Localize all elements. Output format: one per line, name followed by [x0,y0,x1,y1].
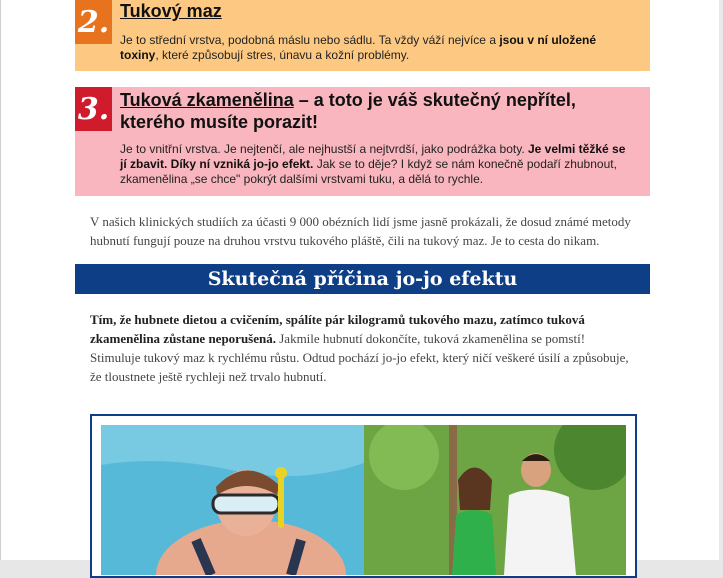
box-title-link[interactable]: Tuková zkamenělina [120,90,294,110]
clinical-study-paragraph: V našich klinických studiích za účasti 9 000 obézních lidí jsme jasně prokázali, že dosud známé metody hubnutí fungují pouze na druhou vrstvu tukového pláště, čili na tukový maz. Je to cesta do nikam. [90,214,631,248]
fat-layer-box-2 [75,0,650,71]
after-photo [364,425,626,575]
section-banner [75,264,650,294]
box-title[interactable] [120,0,630,22]
before-photo [101,425,364,575]
section-title: Skutečná příčina jo-jo efektu [207,268,518,290]
box-title-link[interactable]: Tukový maz [120,1,222,21]
paragraph-text: Jakmile hubnutí dokončíte, tuková zkamenělina se pomstí! Stimuluje tukový maz k rychlému růstu. Odtud pochází jo-jo efekt, který ničí veškeré úsilí a způsobuje, že tloustnete ještě rychleji než trvalo hubnutí. [90,331,629,384]
photo-frame [90,414,637,578]
box-body-text: Jak se to děje? I když se nám konečně podaří zhubnout, zkamenělina „se chce" pokrýt dalšími vrstvami tuku, a dělá to rychle. [120,157,617,186]
box-body-text: Je to střední vrstva, podobná máslu nebo sádlu. Ta vždy váží nejvíce a [120,33,500,47]
paragraph-bold: Tím, že hubnete dietou a cvičením, spálíte pár kilogramů tukového mazu, zatímco tuková zkamenělina zůstane neporušená. [90,312,585,346]
step-number-badge: 2. [75,0,112,44]
box-title [120,89,630,133]
box-title-rest: – a toto je váš skutečný nepřítel, kterého musíte porazit! [120,90,576,132]
box-body [120,33,630,63]
box-body-text: Je to vnitřní vrstva. Je nejtenčí, ale nejhustší a nejtvrdší, jako podrážka boty. [120,142,528,156]
box-body-bold: Je velmi těžké se jí zbavit. Díky ní vzniká jo-jo efekt. [120,142,626,171]
snorkel-woman-illustration [101,425,364,575]
box-body-bold: jsou v ní uložené toxiny [120,33,597,62]
yo-yo-effect-paragraph [90,310,638,386]
box-body-text: , které způsobují stres, únavu a kožní problémy. [155,48,410,62]
couple-illustration [364,425,626,575]
scrollbar-gutter [719,0,723,560]
step-number-badge: 3. [75,87,112,131]
box-body [120,142,630,187]
fat-layer-box-3 [75,87,650,196]
